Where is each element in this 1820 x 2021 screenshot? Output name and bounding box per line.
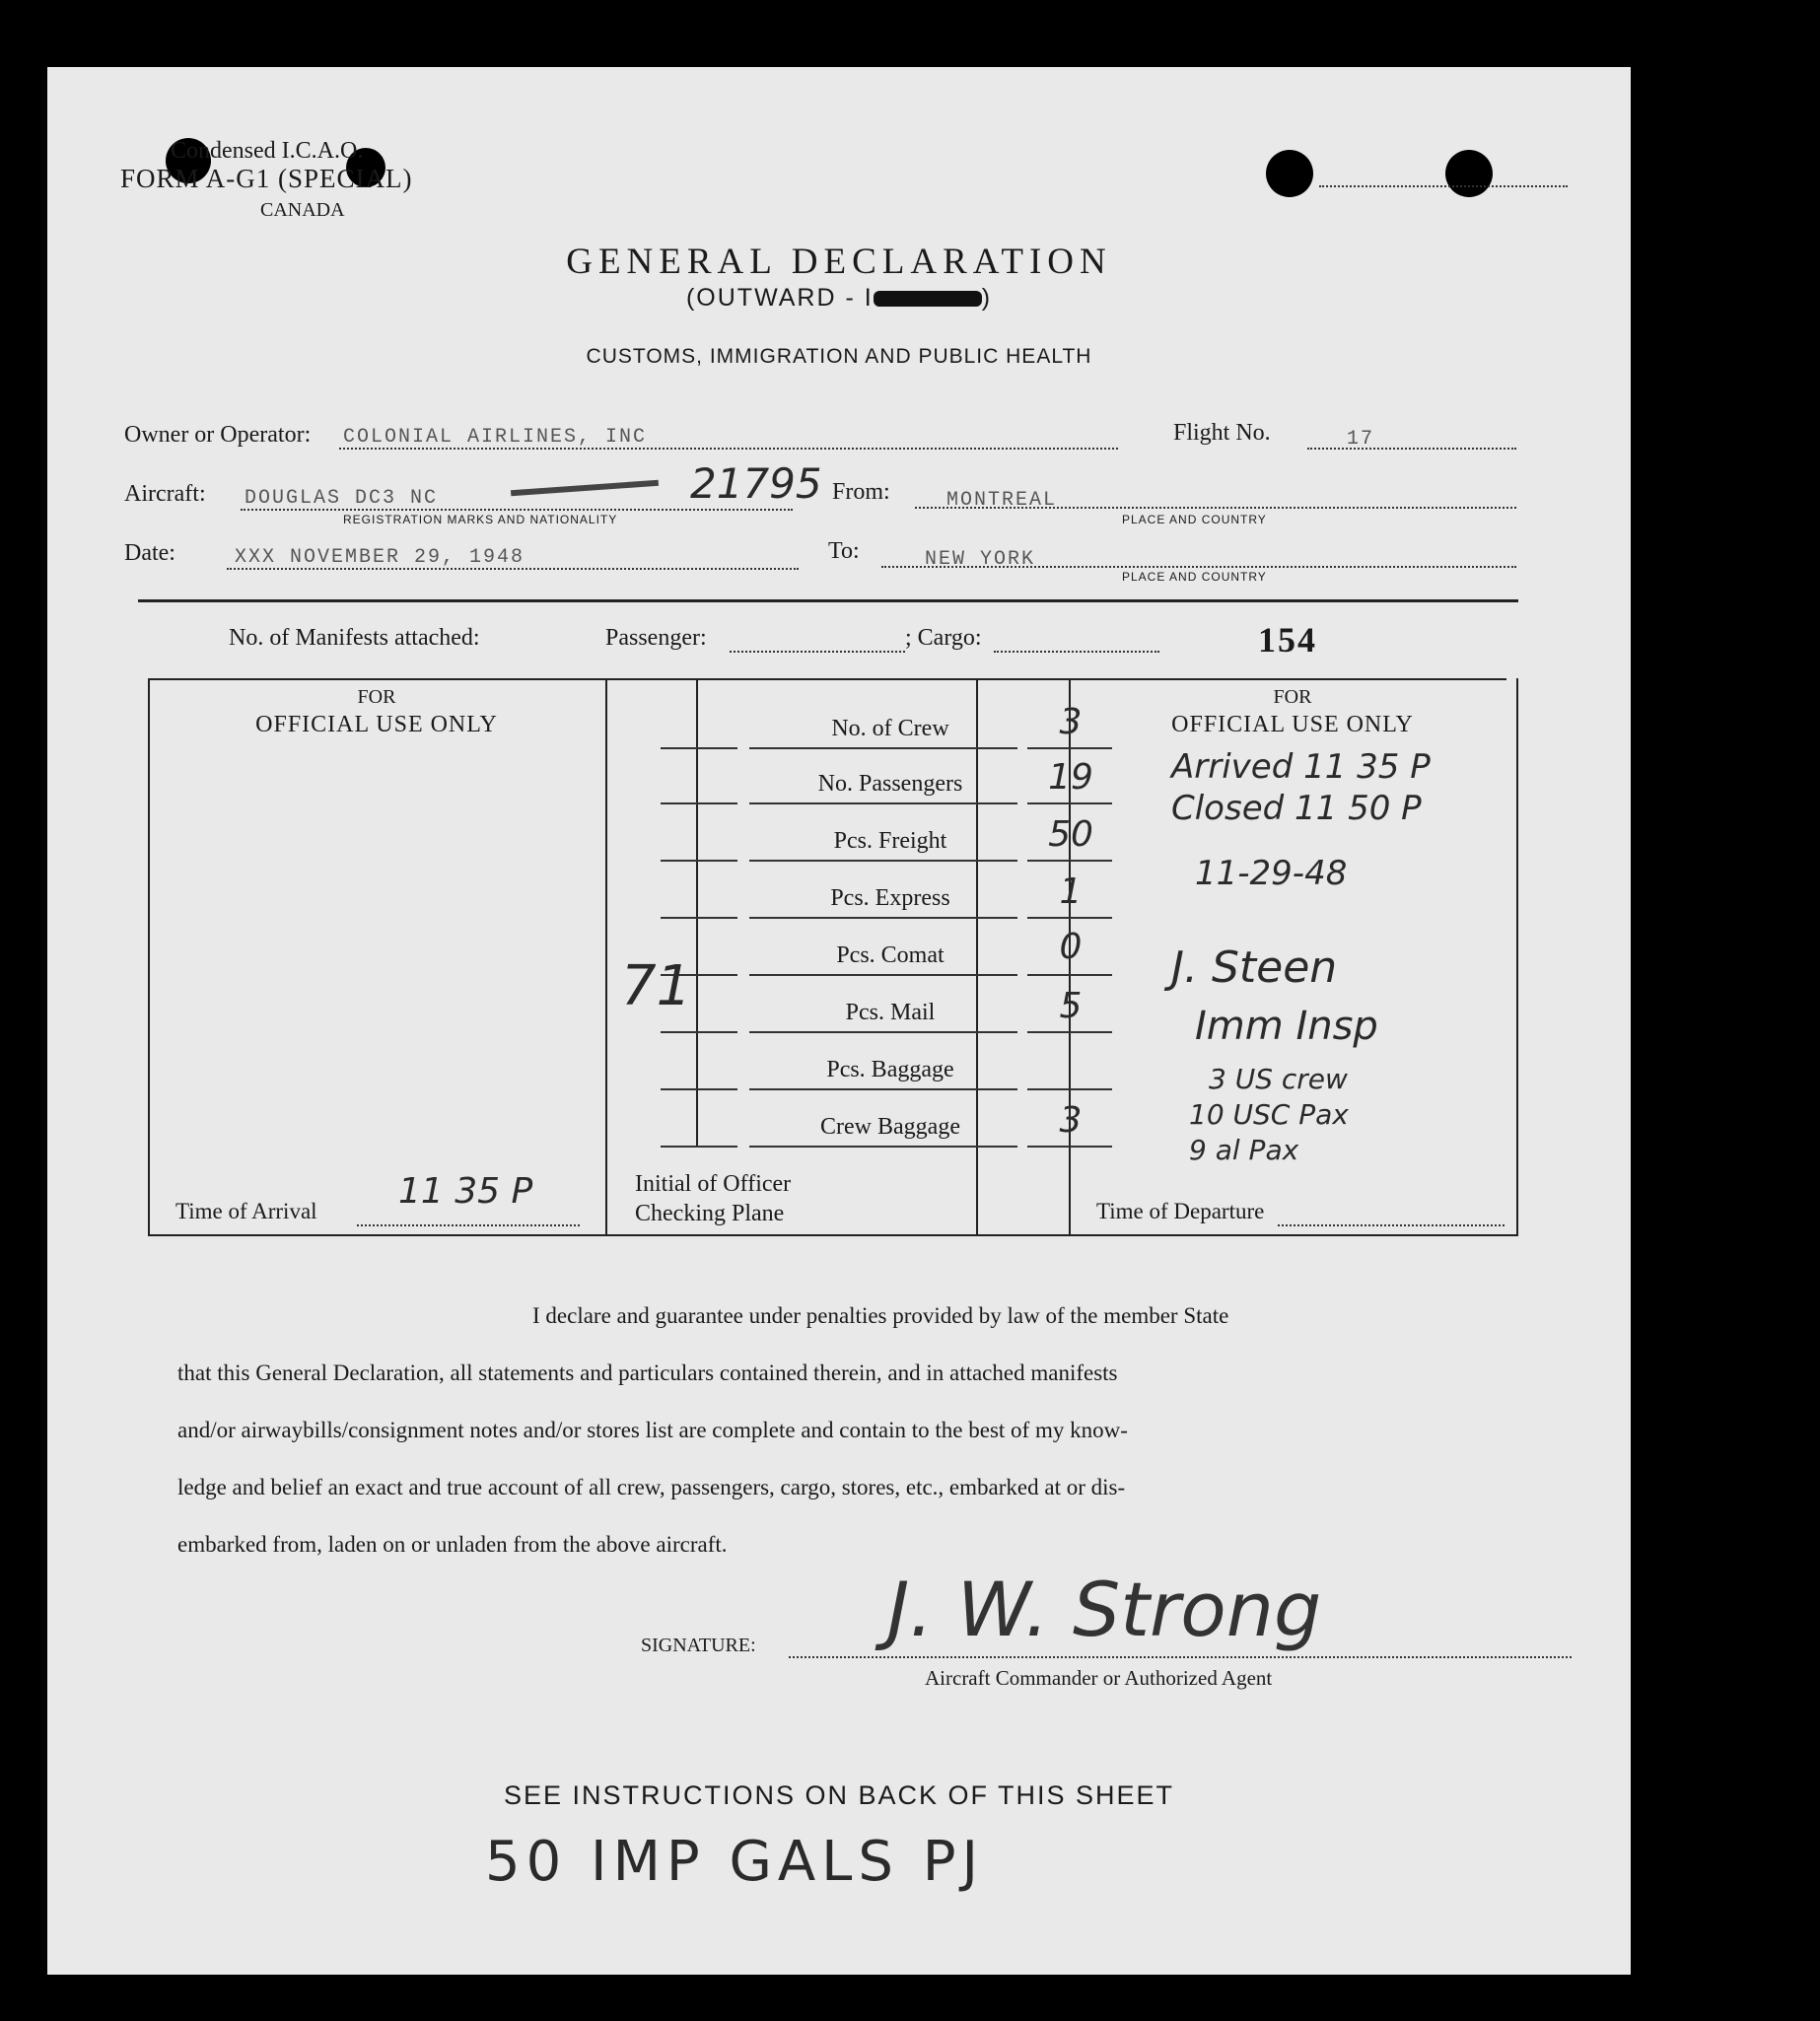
time-arrival-label: Time of Arrival <box>175 1199 317 1223</box>
from-place-caption: PLACE AND COUNTRY <box>1122 513 1267 526</box>
redaction-bar <box>874 291 982 307</box>
row-line <box>749 917 1017 919</box>
subtitle-suffix: ) <box>981 284 993 312</box>
row-line <box>749 974 1017 976</box>
row-label-comat: Pcs. Comat <box>836 942 945 968</box>
note-date: 11-29-48 <box>1195 854 1348 893</box>
row-line <box>661 917 737 919</box>
flight-label: Flight No. <box>1173 420 1271 446</box>
left-official-label: OFFICIAL USE ONLY <box>255 712 498 737</box>
row-line <box>749 1031 1017 1033</box>
table-top-border <box>148 678 1506 680</box>
table-left-border <box>148 678 150 1234</box>
row-line <box>1027 1088 1112 1090</box>
time-arrival-value: 11 35 P <box>398 1171 533 1212</box>
aircraft-strikeout <box>511 480 659 496</box>
aircraft-handwritten: 21795 <box>690 459 822 508</box>
right-official-label: OFFICIAL USE ONLY <box>1171 712 1414 737</box>
instructions-note: SEE INSTRUCTIONS ON BACK OF THIS SHEET <box>503 1780 1175 1810</box>
row-line <box>661 860 737 862</box>
from-value: MONTREAL <box>946 489 1058 512</box>
aircraft-value: DOUGLAS DC3 NC <box>245 487 439 510</box>
row-line <box>1027 802 1112 804</box>
form-id-line2: FORM A-G1 (SPECIAL) <box>120 164 413 193</box>
form-id-line1: Condensed I.C.A.O. <box>171 138 364 164</box>
row-value-crew-baggage: 3 <box>1059 1100 1083 1141</box>
row-label-mail: Pcs. Mail <box>845 1000 936 1025</box>
row-label-freight: Pcs. Freight <box>833 828 947 854</box>
to-value: NEW YORK <box>925 548 1036 571</box>
row-value-crew: 3 <box>1059 702 1083 742</box>
note-arrived: Arrived 11 35 P <box>1171 747 1431 787</box>
passenger-label: Passenger: <box>605 625 707 651</box>
row-line <box>749 1146 1017 1148</box>
signature-label: SIGNATURE: <box>641 1635 756 1656</box>
row-label-passengers: No. Passengers <box>817 771 963 797</box>
date-label: Date: <box>124 540 175 566</box>
top-right-dotted-line <box>1319 185 1568 187</box>
header-divider <box>138 599 1518 602</box>
note-closed: Closed 11 50 P <box>1171 789 1422 828</box>
officer-label-1: Initial of Officer <box>635 1171 792 1197</box>
row-line <box>1027 974 1112 976</box>
note-officer-signature: J. Steen <box>1171 942 1338 993</box>
row-line <box>661 747 737 749</box>
row-value-express: 1 <box>1059 871 1083 912</box>
row-label-crew-baggage: Crew Baggage <box>820 1114 960 1140</box>
officer-label-2: Checking Plane <box>635 1201 785 1226</box>
left-for-label: FOR <box>357 686 396 708</box>
time-departure-line <box>1278 1224 1505 1226</box>
row-line <box>661 1146 737 1148</box>
row-label-baggage: Pcs. Baggage <box>826 1057 954 1082</box>
row-label-express: Pcs. Express <box>830 885 950 911</box>
owner-value: COLONIAL AIRLINES, INC <box>343 426 648 449</box>
declaration-line-2: that this General Declaration, all statements and particulars contained therein, and in attached manifests <box>177 1360 1118 1385</box>
table-bottom-border <box>148 1234 1518 1236</box>
note-us-crew: 3 US crew <box>1209 1063 1348 1095</box>
passenger-line <box>730 651 905 653</box>
row-value-mail: 5 <box>1059 986 1083 1026</box>
note-al-pax: 9 al Pax <box>1189 1134 1299 1166</box>
declaration-line-3: and/or airwaybills/consignment notes and/or stores list are complete and contain to the best of my know- <box>177 1418 1128 1442</box>
from-label: From: <box>832 479 890 505</box>
row-value-comat: 0 <box>1059 927 1083 967</box>
aircraft-label: Aircraft: <box>124 481 206 507</box>
row-value-passengers: 19 <box>1048 757 1093 798</box>
flight-line <box>1307 448 1516 450</box>
row-line <box>749 747 1017 749</box>
declaration-line-5: embarked from, laden on or unladen from the above aircraft. <box>177 1532 728 1557</box>
handwritten-signature: J. W. Strong <box>887 1566 1322 1653</box>
left-column-mark: 71 <box>621 954 692 1018</box>
row-line <box>1027 1146 1112 1148</box>
row-line <box>661 1031 737 1033</box>
cargo-line <box>994 651 1159 653</box>
subtitle-prefix: (OUTWARD - I <box>685 284 874 312</box>
registration-caption: REGISTRATION MARKS AND NATIONALITY <box>343 513 618 526</box>
punch-hole-right-2 <box>1445 150 1493 197</box>
note-usc-pax: 10 USC Pax <box>1189 1098 1349 1131</box>
declaration-line-1: I declare and guarantee under penalties provided by law of the member State <box>532 1303 1229 1328</box>
date-value: XXX NOVEMBER 29, 1948 <box>235 546 525 569</box>
page-title: GENERAL DECLARATION <box>566 242 1112 282</box>
table-divider-1 <box>605 678 607 1234</box>
row-line <box>661 1088 737 1090</box>
row-line <box>1027 1031 1112 1033</box>
signature-line <box>789 1656 1572 1658</box>
row-value-freight: 50 <box>1048 814 1093 855</box>
manifests-label: No. of Manifests attached: <box>229 625 480 651</box>
page-subheading: CUSTOMS, IMMIGRATION AND PUBLIC HEALTH <box>586 345 1092 368</box>
manifest-number: 154 <box>1258 620 1317 660</box>
page-subtitle <box>47 284 1631 313</box>
row-line <box>661 802 737 804</box>
flight-value: 17 <box>1347 428 1375 451</box>
to-label: To: <box>828 538 860 564</box>
form-id-line3: CANADA <box>260 199 345 221</box>
row-line <box>1027 747 1112 749</box>
note-imm-insp: Imm Insp <box>1195 1004 1378 1049</box>
row-line <box>749 860 1017 862</box>
right-for-label: FOR <box>1273 686 1312 708</box>
row-line <box>749 802 1017 804</box>
row-line <box>749 1088 1017 1090</box>
declaration-form-sheet <box>47 67 1631 1975</box>
owner-label: Owner or Operator: <box>124 422 312 448</box>
time-departure-label: Time of Departure <box>1096 1199 1265 1223</box>
punch-hole-right-1 <box>1266 150 1313 197</box>
row-line <box>1027 917 1112 919</box>
signature-caption: Aircraft Commander or Authorized Agent <box>925 1666 1273 1690</box>
to-place-caption: PLACE AND COUNTRY <box>1122 570 1267 584</box>
declaration-line-4: ledge and belief an exact and true account of all crew, passengers, cargo, stores, etc., embarked at or dis- <box>177 1475 1126 1499</box>
row-line <box>1027 860 1112 862</box>
table-right-border <box>1516 678 1518 1234</box>
row-label-crew: No. of Crew <box>831 716 949 741</box>
footer-handwritten-note: 50 IMP GALS PJ <box>485 1830 984 1894</box>
cargo-label: ; Cargo: <box>905 625 982 651</box>
time-arrival-line <box>357 1224 580 1226</box>
